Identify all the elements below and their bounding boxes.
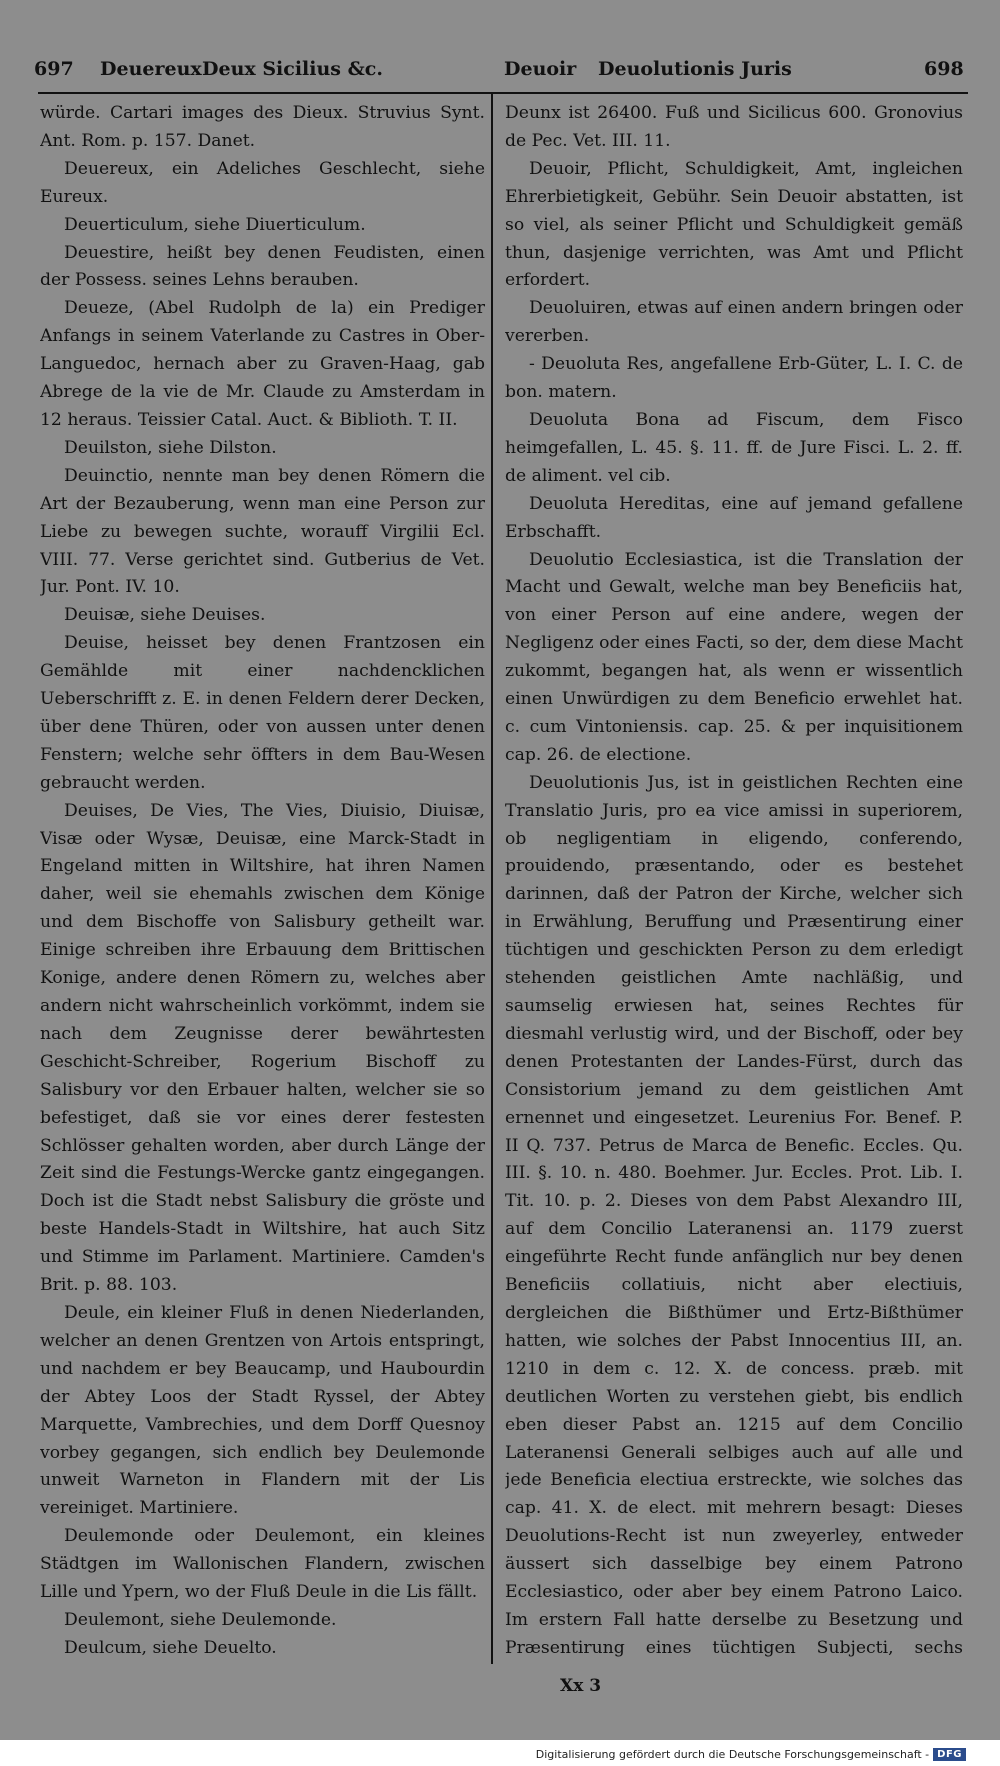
- entry: Deuereux, ein Adeliches Geschlecht, siehe Eureux.: [40, 158, 485, 207]
- header-right-keyword-2: Deuolutionis Juris: [598, 58, 792, 80]
- entry: Deueze, (Abel Rudolph de la) ein Prediger Anfangs in seinem Vaterlande zu Castres in Ober-Languedoc, hernach aber zu Graven-Haag, gab Abrege de la vie de Mr. Claude zu Amsterdam in 12 heraus. Teissier Catal. Auct. & Biblioth. T. II.: [40, 298, 485, 430]
- entry: - Deuoluta Res, angefallene Erb-Güter, L. I. C. de bon. matern.: [505, 354, 963, 403]
- page-number-right: 698: [924, 58, 964, 80]
- entry: Deuoluta Hereditas, eine auf jemand gefallene Erbschafft.: [505, 493, 963, 542]
- entry: Deuinctio, nennte man bey denen Römern die Art der Bezauberung, wenn man eine Person zur Liebe zu bewegen suchte, worauff Virgilii Ecl. VIII. 77. Verse gerichtet sind. Gutberius de Vet. Jur. Pont. IV. 10.: [40, 465, 485, 598]
- entry: Deuises, De Vies, The Vies, Diuisio, Diuisæ, Visæ oder Wysæ, Deuisæ, eine Marck-Stadt in Engeland mitten in Wiltshire, hat ihren Namen daher, weil sie ehemahls zwischen dem Könige und dem Bischoffe von Salisbury getheilt war. Einige schreiben ihre Erbauung dem Brittischen Konige, andere denen Römern zu, welches aber andern nicht wahrscheinlich vorkömmt, indem sie nach dem Zeugnisse derer bewährtesten Geschicht-Schreiber, Rogerium Bischoff zu Salisbury vor den Erbauer halten, welcher sie so befestiget, daß sie vor eines derer festesten Schlösser gehalten worden, aber durch Länge der Zeit sind die Festungs-Wercke gantz eingegangen. Doch ist die Stadt nebst Salisbury die gröste und beste Handels-Stadt in Wiltshire, hat auch Sitz und Stimme im Parlament. Martiniere. Camden's Brit. p. 88. 103.: [40, 800, 485, 1296]
- running-header: [34, 58, 969, 96]
- entry: Deunx ist 26400. Fuß und Sicilicus 600. Gronovius de Pec. Vet. III. 11.: [505, 103, 963, 151]
- right-column: [505, 100, 963, 1660]
- entry: Deuise, heisset bey denen Frantzosen ein Gemählde mit einer nachdencklichen Ueberschrifft z. E. in denen Feldern derer Decken, über dene Thüren, oder von aussen unter denen Fenstern; welche sehr öffters in dem Bau-Wesen gebraucht werden.: [40, 633, 485, 793]
- entry: Deulemonde oder Deulemont, ein kleines Städtgen im Wallonischen Flandern, zwischen Lille und Ypern, wo der Fluß Deule in die Lis fällt.: [40, 1526, 485, 1603]
- footer-credit: Digitalisierung gefördert durch die Deutsche Forschungsgemeinschaft -: [535, 1747, 930, 1761]
- entry: würde. Cartari images des Dieux. Struvius Synt. Ant. Rom. p. 157. Danet.: [40, 103, 485, 151]
- entry: Deuisæ, siehe Deuises.: [64, 605, 266, 626]
- entry: Deuilston, siehe Dilston.: [64, 437, 277, 458]
- entry: Deulemont, siehe Deulemonde.: [64, 1609, 337, 1630]
- header-rule: [38, 92, 968, 94]
- dfg-logo: DFG: [933, 1748, 966, 1761]
- entry: Deuestire, heißt bey denen Feudisten, einen der Possess. seines Lehns berauben.: [40, 242, 485, 291]
- header-left-keyword-2: Deux Sicilius &c.: [202, 58, 383, 80]
- entry: Deuerticulum, siehe Diuerticulum.: [64, 214, 366, 235]
- entry: Deuolutio Ecclesiastica, ist die Translation der Macht und Gewalt, welche man bey Beneficiis hat, von einer Person auf eine andere, wegen der Negligenz oder eines Facti, so der, dem diese Macht zukommt, begangen hat, als wenn er wissentlich einen Unwürdigen zu dem Beneficio erwehlet hat. c. cum Vintoniensis. cap. 25. & per inquisitionem cap. 26. de electione.: [505, 549, 963, 765]
- entry: Deuolutionis Jus, ist in geistlichen Rechten eine Translatio Juris, pro ea vice amissi in superiorem, ob negligentiam in eligendo, conferendo, prouidendo, præsentando, oder es bestehet darinnen, daß der Patron der Kirche, welcher sich in Erwählung, Beruffung und Præsentirung einer tüchtigen und geschickten Person zu dem erledigt stehenden geistlichen Amte nachläßig, und saumselig erwiesen hat, seines Rechtes für diesmahl verlustig wird, und der Bischoff, oder bey denen Protestanten der Landes-Fürst, durch das Consistorium jemand zu dem geistlichen Amt ernennet und eingesetzet. Leurenius For. Benef. P. II Q. 737. Petrus de Marca de Benefic. Eccles. Qu. III. §. 10. n. 480. Boehmer. Jur. Eccles. Prot. Lib. I. Tit. 10. p. 2. Dieses von dem Pabst Alexandro III, auf dem Concilio Lateranensi an. 1179 zuerst eingeführte Recht funde anfänglich nur bey denen Beneficiis collatiuis, nicht aber electiuis, dergleichen die Bißthümer und Ertz-Bißthümer hatten, wie solches der Pabst Innocentius III, an. 1210 in dem c. 12. X. de concess. præb. mit deutlichen Worten zu verstehen giebt, bis endlich eben dieser Pabst an. 1215 auf dem Concilio Lateranensi Generali selbiges auch auf alle und jede Beneficia electiua erstreckte, wie solches das cap. 41. X. de elect. mit mehrern besagt: Dieses Deuolutions-Recht ist nun zweyerley, entweder äussert sich dasselbige bey einem Patrono Ecclesiastico, oder aber bey einem Patrono Laico. Im erstern Fall hatte derselbe zu Besetzung und Præsentirung eines tüchtigen Subjecti, sechs: [505, 772, 963, 1658]
- header-right-keyword-1: Deuoir: [504, 58, 577, 80]
- entry: Deulcum, siehe Deuelto.: [64, 1637, 277, 1658]
- left-column: [40, 100, 485, 1660]
- header-left-keyword-1: Deuereux: [100, 58, 202, 80]
- entry: Deuoluiren, etwas auf einen andern bringen oder vererben.: [505, 298, 963, 347]
- entry: Deuoir, Pflicht, Schuldigkeit, Amt, ingleichen Ehrerbietigkeit, Gebühr. Sein Deuoir abstatten, ist so viel, als seiner Pflicht und Schuldigkeit gemäß thun, dasjenige verrichten, was Amt und Pflicht erfordert.: [505, 158, 963, 291]
- entry: Deuoluta Bona ad Fiscum, dem Fisco heimgefallen, L. 45. §. 11. ff. de Jure Fisci. L. 2. ff. de aliment. vel cib.: [505, 409, 963, 486]
- column-divider: [491, 94, 493, 1664]
- page-number-left: 697: [34, 58, 74, 80]
- signature-mark: Xx 3: [560, 1676, 602, 1696]
- entry: Deule, ein kleiner Fluß in denen Niederlanden, welcher an denen Grentzen von Artois entspringt, und nachdem er bey Beaucamp, und Haubourdin der Abtey Loos der Stadt Ryssel, der Abtey Marquette, Vambrechies, und dem Dorff Quesnoy vorbey gegangen, sich endlich bey Deulemonde unweit Warneton in Flandern mit der Lis vereiniget. Martiniere.: [40, 1302, 485, 1519]
- footer: [536, 1745, 966, 1763]
